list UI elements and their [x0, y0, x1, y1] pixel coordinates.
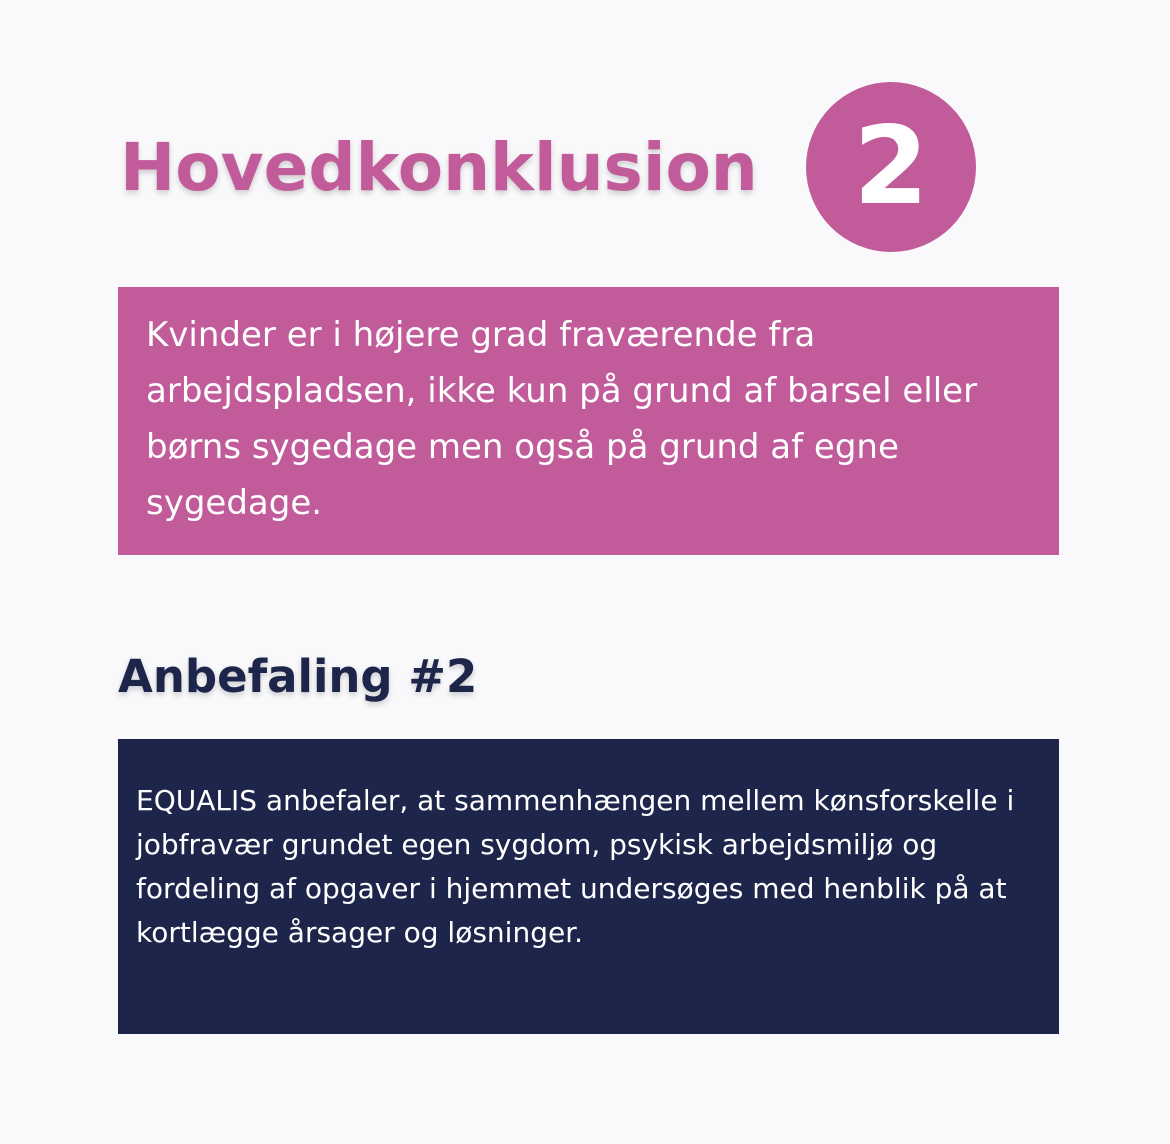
number-badge: 2	[806, 82, 976, 252]
recommendation-box	[118, 739, 1059, 1034]
recommendation-title: Anbefaling #2	[118, 650, 478, 703]
main-title: Hovedkonklusion	[120, 129, 758, 206]
recommendation-text: EQUALIS anbefaler, at sammenhængen mellem kønsforskelle i jobfravær grundet egen sygdom, psykisk arbejdsmiljø og fordeling af opgaver i hjemmet undersøges med henblik på at kortlægge årsager og løsninger.	[136, 784, 1015, 949]
conclusion-box	[118, 287, 1059, 555]
conclusion-text: Kvinder er i højere grad fraværende fra arbejdspladsen, ikke kun på grund af barsel eller børns sygedage men også på grund af egne sygedage.	[146, 315, 978, 523]
